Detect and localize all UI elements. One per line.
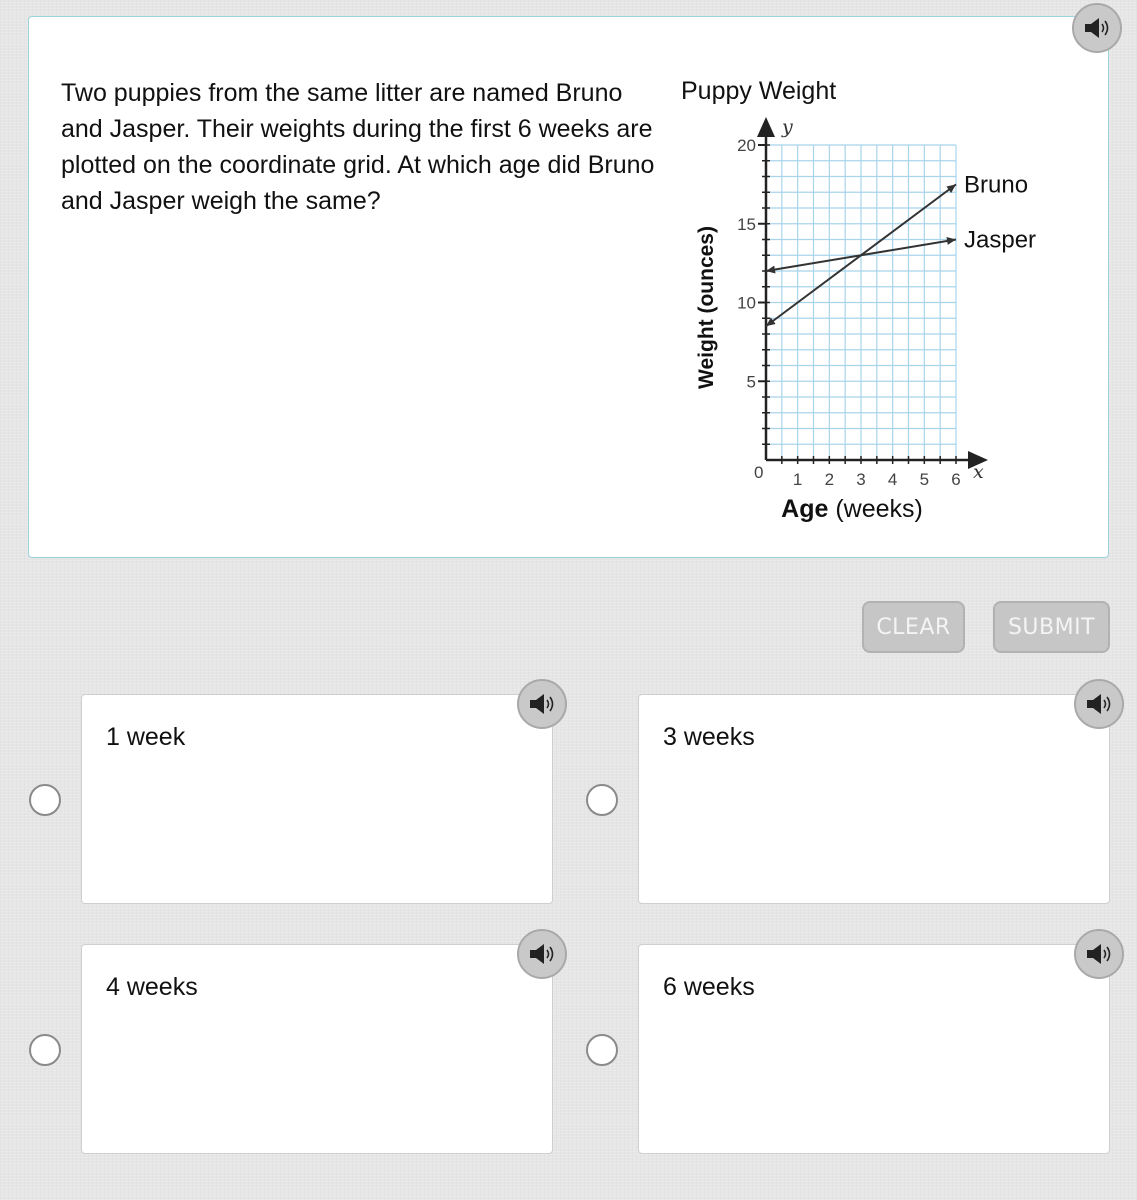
y-tick-label: 10 bbox=[737, 293, 756, 313]
x-tick-label: 5 bbox=[919, 470, 930, 489]
answer-radio-2[interactable] bbox=[586, 784, 618, 816]
chart-title: Puppy Weight bbox=[681, 77, 837, 105]
answer-label-3: 4 weeks bbox=[106, 973, 198, 1001]
y-axis-label: Weight (ounces) bbox=[695, 226, 718, 389]
question-text: Two puppies from the same litter are named Bruno and Jasper. Their weights during the first 6 weeks are plotted on the coordinate grid. At which age did Bruno and Jasper weigh the same? bbox=[61, 79, 655, 215]
answer-audio-button-4[interactable] bbox=[1074, 929, 1124, 979]
speaker-icon bbox=[1085, 692, 1113, 716]
series-label-bruno: Bruno bbox=[964, 171, 1029, 199]
answer-radio-3[interactable] bbox=[29, 1034, 61, 1066]
answer-audio-button-2[interactable] bbox=[1074, 679, 1124, 729]
answer-card-4[interactable] bbox=[638, 944, 1110, 1154]
y-tick-label: 15 bbox=[737, 214, 756, 234]
y-tick-label: 20 bbox=[737, 136, 756, 155]
answer-label-4: 6 weeks bbox=[663, 973, 755, 1001]
speaker-icon bbox=[1085, 942, 1113, 966]
x-tick-label: 4 bbox=[887, 470, 898, 489]
series-label-jasper: Jasper bbox=[964, 226, 1037, 254]
answer-radio-4[interactable] bbox=[586, 1034, 618, 1066]
submit-button[interactable]: SUBMIT bbox=[993, 601, 1110, 653]
x-axis-label-bold: Age bbox=[781, 495, 829, 523]
x-tick-label: 1 bbox=[792, 470, 803, 489]
answer-radio-1[interactable] bbox=[29, 784, 61, 816]
speaker-icon bbox=[528, 692, 556, 716]
speaker-icon bbox=[528, 942, 556, 966]
series-arrow-end-jasper bbox=[946, 237, 956, 245]
x-tick-label: 2 bbox=[824, 470, 835, 489]
answer-audio-button-1[interactable] bbox=[517, 679, 567, 729]
puppy-weight-chart bbox=[29, 17, 1107, 557]
y-tick-label: 5 bbox=[746, 372, 756, 392]
y-axis-letter: y bbox=[782, 116, 793, 138]
chart-grid bbox=[766, 145, 956, 460]
x-tick-label: 3 bbox=[856, 470, 866, 489]
answer-audio-button-3[interactable] bbox=[517, 929, 567, 979]
series-arrow-start-jasper bbox=[766, 266, 776, 274]
y-axis-arrow bbox=[757, 117, 775, 137]
x-axis-letter: x bbox=[973, 461, 984, 483]
x-tick-label: 6 bbox=[951, 470, 961, 489]
origin-label: 0 bbox=[754, 463, 764, 482]
clear-button[interactable]: CLEAR bbox=[862, 601, 965, 653]
x-axis-label-rest: (weeks) bbox=[828, 495, 923, 523]
question-card bbox=[28, 16, 1109, 558]
answer-card-1[interactable] bbox=[81, 694, 553, 904]
answer-card-3[interactable] bbox=[81, 944, 553, 1154]
answer-label-1: 1 week bbox=[106, 723, 186, 751]
answer-card-2[interactable] bbox=[638, 694, 1110, 904]
x-axis-label bbox=[781, 495, 923, 523]
answer-label-2: 3 weeks bbox=[663, 723, 755, 751]
